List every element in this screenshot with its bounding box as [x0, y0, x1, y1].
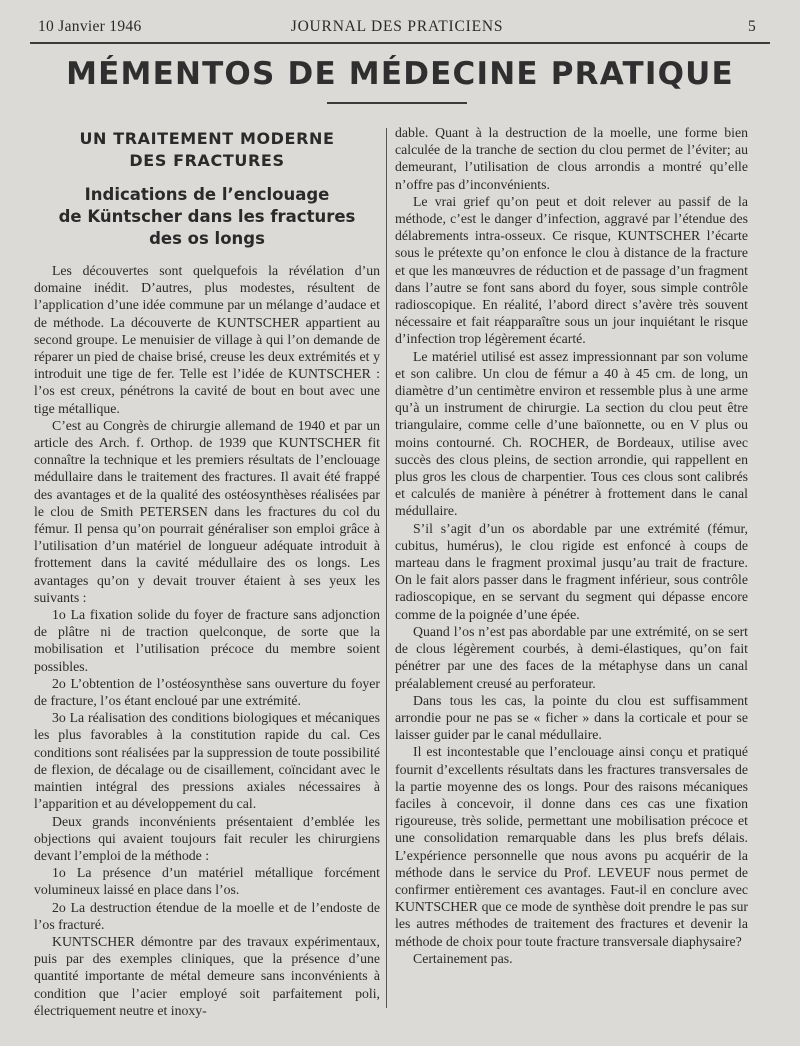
left-column [34, 124, 380, 1019]
section-masthead: MÉMENTOS DE MÉDECINE PRATIQUE [66, 56, 734, 92]
subtitle-line: Indications de l’enclouage [84, 185, 330, 204]
article-subtitle [34, 184, 380, 250]
paragraph: 1o La fixation solide du foyer de fracture sans adjonction de plâtre ni de traction quelconque, de sorte que la mobilisation et l’utilisation précoce du membre soient possibles. [34, 607, 380, 674]
paragraph: 1o La présence d’un matériel métallique forcément volumineux laissé en place dans l’os. [34, 865, 380, 898]
article-title-line: UN TRAITEMENT MODERNE [79, 129, 335, 148]
masthead-rule [327, 102, 467, 104]
paragraph: 2o L’obtention de l’ostéosynthèse sans ouverture du foyer de fracture, l’os étant encloué par une extrémité. [34, 675, 380, 709]
header-rule [30, 42, 770, 44]
column-divider [386, 128, 387, 1008]
paragraph: 3o La réalisation des conditions biologiques et mécaniques les plus favorables à la constitution rapide du cal. Ces conditions sont réalisées par la suppression de toute possibilité de flexion, de décalage ou de cisaillement, coïncidant avec le maintien intégral des pressions axiales nécessaires à l’apparition et au développement du cal. [34, 710, 380, 812]
paragraph: S’il s’agit d’un os abordable par une extrémité (fémur, cubitus, humérus), le clou rigide est enfoncé à coups de marteau dans le fragment proximal jusqu’au trait de fracture. On le fait alors passer dans le fragment inférieur, sous contrôle radioscopique, en se servant du segment qui dépasse encore comme de la poignée d’une épée. [395, 520, 748, 622]
paragraph: Quand l’os n’est pas abordable par une extrémité, on se sert de clous légèrement courbés, à demi-élastiques, qu’on fait pénétrer par une des faces de la métaphyse dans un canal préalablement creusé au perforateur. [395, 623, 748, 691]
article-title [34, 128, 380, 172]
paragraph: Le matériel utilisé est assez impressionnant par son volume et son calibre. Un clou de fémur a 40 à 45 cm. de long, un diamètre d’un centimètre environ et ressemble plus à une arme qu’à un instrument de chirurgie. La section du clou peut être triangulaire, comme celle d’une baïonnette, ou en V plus ou moins contourné. Ch. ROCHER, de Bordeaux, utilise avec succès des clous pleins, de section arrondie, qui rappellent en plus gros les clous de charpentier. Tous ces clous sont calibrés et calculés de manière à pénétrer à frottement dans le canal médullaire. [395, 348, 748, 519]
paragraph: dable. Quant à la destruction de la moelle, une forme bien calculée de la tranche de section du clou permet de l’éviter; au demeurant, l’utilisation de clous arrondis a montré qu’elle n’offre pas d’inconvénients. [395, 125, 748, 192]
journal-name: JOURNAL DES PRATICIENS [290, 18, 504, 35]
paragraph: Deux grands inconvénients présentaient d’emblée les objections qui avaient toujours fait reculer les chirurgiens devant l’emploi de la méthode : [34, 813, 380, 863]
paragraph: Il est incontestable que l’enclouage ainsi conçu et pratiqué fournit d’excellents résultats dans les fractures transversales de la partie moyenne des os longs. Pour des raisons mécaniques faciles à concevoir, il donne dans ces cas une fixation rigoureuse, très solide, permettant une mobilisation précoce et une consolidation remarquable dans les plus brefs délais. L’expérience personnelle que nous avons pu acquérir de la méthode dans le service du Prof. LEVEUF nous permet de confirmer entièrement ces avantages. Faut-il en conclure avec KUNTSCHER que ce mode de synthèse doit prendre le pas sur les autres méthodes de traitement des fractures et devenir la méthode de choix pour toute fracture transversale diaphysaire? [395, 744, 748, 949]
subtitle-line: des os longs [149, 229, 265, 248]
paragraph: 2o La destruction étendue de la moelle et de l’endoste de l’os fracturé. [34, 899, 380, 932]
issue-date: 10 Janvier 1946 [38, 18, 142, 35]
paragraph: Dans tous les cas, la pointe du clou est suffisamment arrondie pour ne pas se « ficher » dans la corticale et pour se laisser guider par le canal médullaire. [395, 692, 748, 743]
article-title-line: DES FRACTURES [129, 151, 285, 170]
running-header [38, 14, 756, 40]
page-number: 5 [747, 18, 756, 35]
paragraph: C’est au Congrès de chirurgie allemand de 1940 et par un article des Arch. f. Orthop. de 1939 que KUNTSCHER fit connaître la technique et les premiers résultats de l’enclouage médullaire dans le traitement des fractures. Il avait été frappé des avantages et de la qualité des ostéosynthèses réalisées par le clou de Smith PETERSEN dans les fractures du col du fémur. Il pensa qu’on pourrait généraliser son emploi grâce à l’utilisation d’un matériel de longueur adéquate introduit à frottement dans la cavité médullaire des os longs. Les avantages qu’on y devait trouver étaient à ses yeux les suivants : [34, 417, 380, 605]
paragraph: Le vrai grief qu’on peut et doit relever au passif de la méthode, c’est le danger d’infection, aggravé par l’étendue des délabrements intra-osseux. Ce risque, KUNTSCHER l’écarte sous le prétexte qu’on enfonce le clou à distance de la fracture et que les manœuvres de réduction et de passage d’un fragment dans l’autre se font sans abord du foyer, sous simple contrôle radioscopique. En réalité, l’abord direct s’avère très souvent nécessaire et fait réapparaître sous un jour inquiétant le risque d’infection trop légèrement écarté. [395, 193, 748, 347]
paragraph: Les découvertes sont quelquefois la révélation d’un domaine inédit. D’autres, plus modestes, résultent de l’application d’une idée commune par un mélange d’audace et de méthode. La découverte de KUNTSCHER appartient au second groupe. Le menuisier de village à qui l’on demande de réparer un pied de chaise brisé, creuse les deux extrémités et y introduit une tige de fer. Telle est l’idée de KUNTSCHER : l’os est creux, pénétrons la cavité de bout en bout avec une tige métallique. [34, 263, 380, 416]
paragraph: Certainement pas. [413, 950, 513, 966]
right-column [395, 124, 748, 967]
paragraph: KUNTSCHER démontre par des travaux expérimentaux, puis par des exemples cliniques, que la présence d’une quantité importante de métal demeure sans inconvénients à condition que l’acier employé soit parfaitement poli, électriquement neutre et inoxy- [34, 933, 380, 1018]
subtitle-line: de Küntscher dans les fractures [58, 207, 356, 226]
